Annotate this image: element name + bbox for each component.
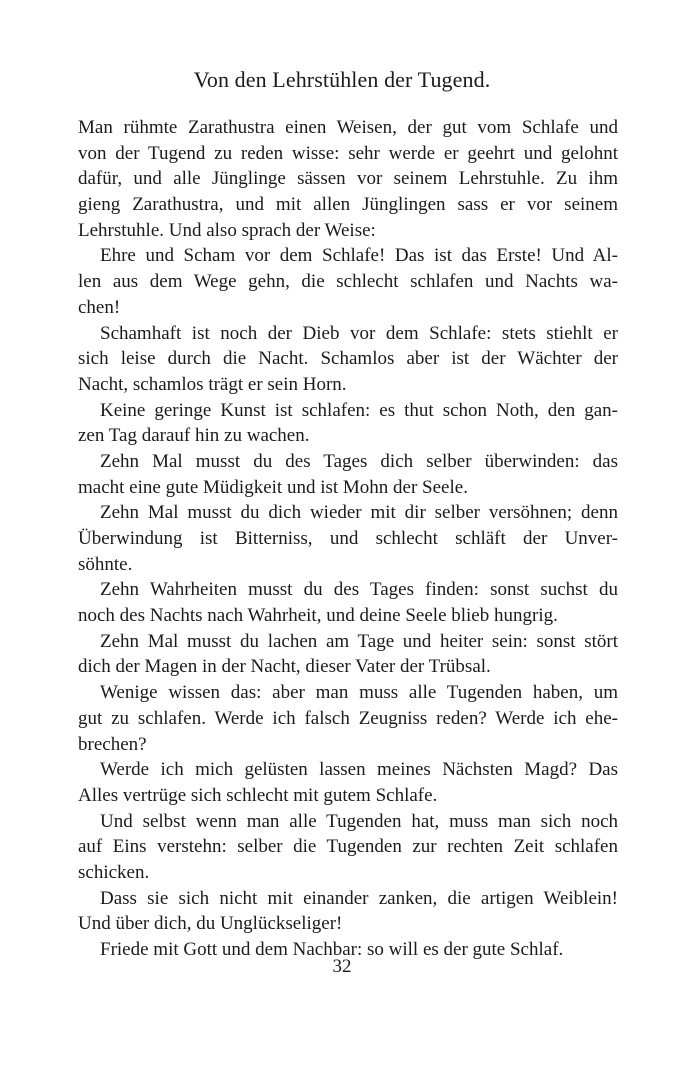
text-line: gut zu schlafen. Werde ich falsch Zeugniss reden? Werde ich ehe-	[78, 707, 618, 729]
paragraph	[78, 577, 618, 628]
paragraph	[78, 886, 618, 937]
paragraph	[78, 449, 618, 500]
paragraph	[78, 398, 618, 449]
text-line: Dass sie sich nicht mit einander zanken, die artigen Weiblein!	[100, 887, 618, 909]
text-line: Zehn Wahrheiten musst du des Tages finden: sonst suchst du	[100, 579, 618, 601]
text-line: Lehrstuhle. Und also sprach der Weise:	[78, 219, 376, 241]
text-line: Und über dich, du Unglückseliger!	[78, 913, 343, 935]
paragraph	[78, 680, 618, 757]
text-line: dafür, und alle Jünglinge sässen vor seinem Lehrstuhle. Zu ihm	[78, 168, 618, 190]
text-line: zen Tag darauf hin zu wachen.	[78, 425, 310, 447]
text-line: Überwindung ist Bitterniss, und schlecht schläft der Unver-	[78, 528, 618, 549]
text-line: macht eine gute Müdigkeit und ist Mohn der Seele.	[78, 476, 468, 498]
paragraph	[78, 757, 618, 808]
text-line: Zehn Mal musst du des Tages dich selber überwinden: das	[100, 450, 618, 472]
text-line: noch des Nachts nach Wahrheit, und deine Seele blieb hungrig.	[78, 605, 558, 627]
text-line: von der Tugend zu reden wisse: sehr werde er geehrt und gelohnt	[78, 142, 618, 164]
paragraph	[78, 243, 618, 320]
text-line: Zehn Mal musst du dich wieder mit dir selber versöhnen; denn	[100, 502, 618, 524]
paragraph	[78, 500, 618, 577]
text-line: sich leise durch die Nacht. Schamlos aber ist der Wächter der	[78, 348, 618, 370]
text-line: schicken.	[78, 861, 150, 883]
text-line: Ehre und Scham vor dem Schlafe! Das ist das Erste! Und Al-	[100, 245, 618, 267]
paragraph	[78, 809, 618, 886]
text-line: Wenige wissen das: aber man muss alle Tugenden haben, um	[100, 682, 618, 704]
paragraph	[78, 629, 618, 680]
text-line: chen!	[78, 296, 121, 318]
text-line: Friede mit Gott und dem Nachbar: so will es der gute Schlaf.	[100, 939, 564, 960]
text-line: brechen?	[78, 733, 147, 755]
text-line: Zehn Mal musst du lachen am Tage und heiter sein: sonst stört	[100, 630, 618, 652]
text-line: Man rühmte Zarathustra einen Weisen, der gut vom Schlafe und	[78, 117, 618, 138]
text-line: Schamhaft ist noch der Dieb vor dem Schlafe: stets stiehlt er	[100, 322, 618, 344]
text-line: Nacht, schamlos trägt er sein Horn.	[78, 373, 347, 395]
text-line: Keine geringe Kunst ist schlafen: es thut schon Noth, den gan-	[100, 399, 618, 421]
text-line: Werde ich mich gelüsten lassen meines Nächsten Magd? Das	[100, 759, 618, 781]
text-line: dich der Magen in der Nacht, dieser Vater der Trübsal.	[78, 656, 491, 678]
text-line: auf Eins verstehn: selber die Tugenden zur rechten Zeit schlafen	[78, 836, 618, 858]
text-line: gieng Zarathustra, und mit allen Jünglingen sass er vor seinem	[78, 194, 618, 216]
paragraph	[78, 321, 618, 398]
text-line: Und selbst wenn man alle Tugenden hat, muss man sich noch	[100, 810, 618, 832]
chapter-title: Von den Lehrstühlen der Tugend.	[193, 67, 491, 92]
paragraph	[78, 115, 618, 243]
page-number: 32	[332, 956, 352, 977]
text-line: Alles vertrüge sich schlecht mit gutem Schlafe.	[78, 784, 438, 806]
text-line: söhnte.	[78, 553, 133, 575]
text-line: len aus dem Wege gehn, die schlecht schlafen und Nachts wa-	[78, 271, 618, 293]
body-text	[78, 115, 618, 963]
